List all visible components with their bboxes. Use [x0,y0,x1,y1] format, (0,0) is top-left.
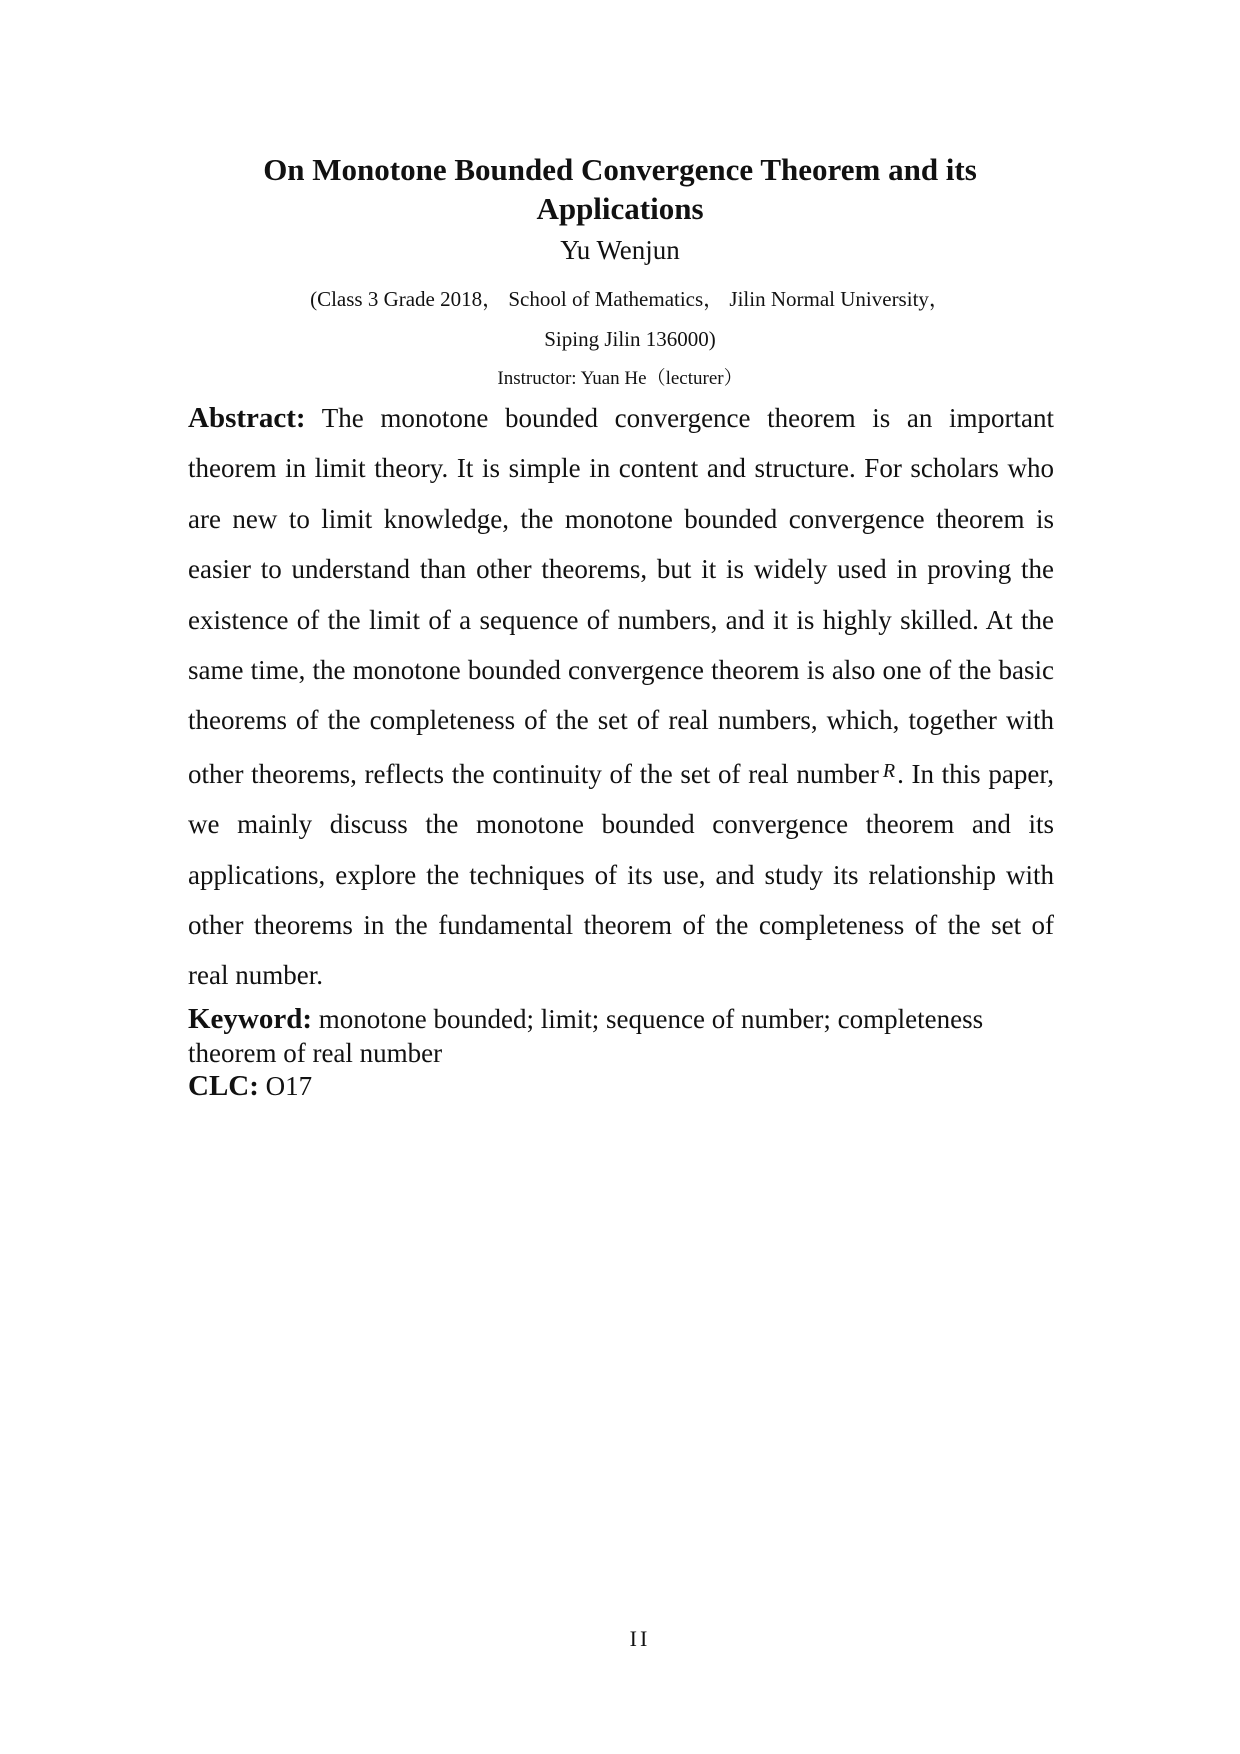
clc-label: CLC: [188,1070,259,1102]
abstract-text-part-1: The monotone bounded convergence theorem is an important theorem in limit theory. It is simple in content and structure. For scholars who are new to limit knowledge, the monotone bounded convergence theorem is easier to understand than other theorems, but it is widely used in proving the existence of the limit of a sequence of numbers, and it is highly skilled. At the same time, the monotone bounded convergence theorem is also one of the basic theorems of the completeness of the set of real numbers, which, together with other theorems, reflects the continuity of the set of real number [188,403,1054,789]
keyword-text: monotone bounded; limit; sequence of number; completeness theorem of real number [188,1004,984,1068]
clc-text: O17 [265,1071,313,1101]
title-line-1: On Monotone Bounded Convergence Theorem and its [263,152,977,187]
author-name: Yu Wenjun [560,235,680,265]
page-number: II [629,1626,651,1651]
affiliation [240,279,1020,359]
clc-line [188,1069,1054,1103]
abstract-label: Abstract: [188,402,306,434]
math-symbol-r: R [882,759,896,782]
affiliation-line-2: Siping Jilin 136000) [544,327,716,351]
title-line-2: Applications [536,191,704,226]
affiliation-line-1: (Class 3 Grade 2018， School of Mathematics， Jilin Normal University， [310,287,950,311]
keyword-line [188,1002,1054,1070]
keyword-label: Keyword: [188,1003,313,1035]
instructor: Instructor: Yuan He（lecturer） [497,368,743,389]
abstract-text-part-2: . In this paper, we mainly discuss the monotone bounded convergence theorem and its applications, explore the techniques of its use, and study its relationship with other theorems in the fundamental theorem of the completeness of the set of real number. [188,758,1054,991]
abstract-paragraph [188,393,1054,1001]
paper-title [150,150,1090,228]
